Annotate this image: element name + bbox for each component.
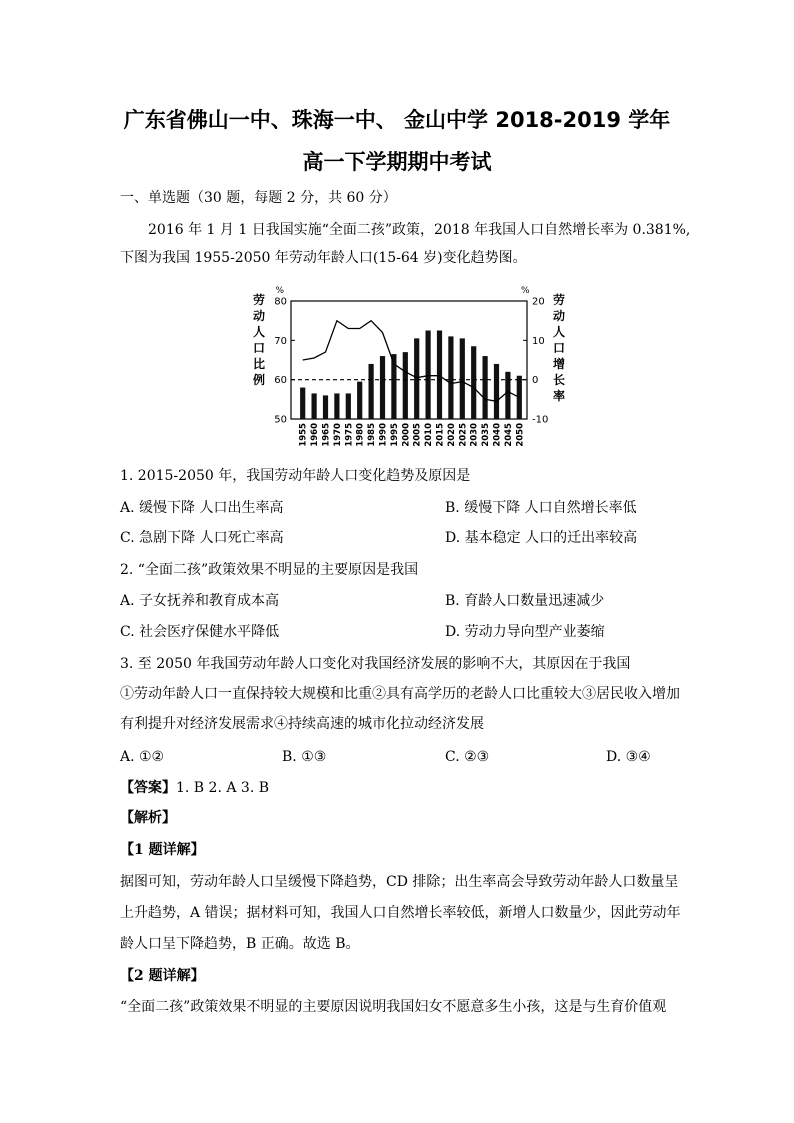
question-1-option-b: B. 缓慢下降 人口自然增长率低 xyxy=(445,500,637,516)
right-axis-label-char: 长 xyxy=(552,373,566,387)
analysis-heading: 【解析】 xyxy=(120,810,176,826)
question-2-option-a: A. 子女抚养和教育成本高 xyxy=(120,593,280,609)
question-1-stem: 1. 2015-2050 年，我国劳动年龄人口变化趋势及原因是 xyxy=(120,468,471,484)
bar-1980 xyxy=(357,382,362,419)
x-tick-label-1960: 1960 xyxy=(310,423,321,447)
right-tick-label-0: 0 xyxy=(532,375,539,387)
x-tick-label-2020: 2020 xyxy=(446,423,457,447)
document-title-line1: 广东省佛山一中、珠海一中、 金山中学 2018-2019 学年 xyxy=(123,108,671,132)
x-tick-label-2040: 2040 xyxy=(492,423,503,447)
answer-label: 【答案】 xyxy=(120,780,176,796)
answer-line xyxy=(120,778,269,798)
bar-1985 xyxy=(369,364,374,419)
bar-2000 xyxy=(403,352,408,419)
question-3-option-c: C. ②③ xyxy=(445,749,490,765)
left-tick-label-60: 60 xyxy=(274,375,287,387)
right-tick-label-10: 10 xyxy=(532,335,545,347)
question-1-option-c: C. 急剧下降 人口死亡率高 xyxy=(120,530,284,546)
x-tick-label-2000: 2000 xyxy=(401,423,412,447)
document-title-line2: 高一下学期期中考试 xyxy=(302,150,492,174)
left-tick-label-50: 50 xyxy=(274,414,287,426)
right-axis-label-char: 口 xyxy=(552,341,566,355)
x-tick-label-1980: 1980 xyxy=(355,423,366,447)
left-axis-label-char: 人 xyxy=(252,325,266,339)
bar-2045 xyxy=(505,372,510,419)
left-axis-label-char: 劳 xyxy=(252,293,266,307)
q1-detail-heading: 【1 题详解】 xyxy=(120,842,205,858)
bar-2040 xyxy=(494,364,499,419)
x-tick-label-2015: 2015 xyxy=(435,423,446,447)
q2-detail-line-1: “全面二孩”政策效果不明显的主要原因说明我国妇女不愿意多生小孩，这是与生育价值观 xyxy=(120,999,667,1015)
right-tick-label--10: -10 xyxy=(532,414,549,426)
bar-2030 xyxy=(471,346,476,419)
bar-1975 xyxy=(346,393,351,419)
question-2-option-d: D. 劳动力导向型产业萎缩 xyxy=(445,624,605,640)
intro-line-1: 2016 年 1 月 1 日我国实施“全面二孩”政策，2018 年我国人口自然增长率为 0.381%, xyxy=(148,222,691,238)
question-1-option-d: D. 基本稳定 人口的迁出率较高 xyxy=(445,530,638,546)
bar-2025 xyxy=(460,338,465,419)
x-tick-label-2025: 2025 xyxy=(458,423,469,447)
bar-1990 xyxy=(380,356,385,419)
x-tick-label-1985: 1985 xyxy=(367,423,378,447)
question-3-option-b: B. ①③ xyxy=(282,749,327,765)
x-tick-label-1970: 1970 xyxy=(332,423,343,447)
x-tick-label-2035: 2035 xyxy=(481,423,492,447)
left-axis-label-char: 比 xyxy=(252,357,266,371)
intro-line-2: 下图为我国 1955-2050 年劳动年龄人口(15-64 岁)变化趋势图。 xyxy=(120,250,527,266)
x-tick-label-2005: 2005 xyxy=(412,423,423,447)
question-2-option-b: B. 育龄人口数量迅速减少 xyxy=(445,593,605,609)
right-axis-label-char: 率 xyxy=(552,389,566,403)
answer-text: 1. B 2. A 3. B xyxy=(176,780,270,796)
x-tick-label-1965: 1965 xyxy=(321,423,332,447)
x-tick-label-2050: 2050 xyxy=(515,423,526,447)
left-unit-label: % xyxy=(275,286,284,296)
bar-2005 xyxy=(414,338,419,419)
q2-detail-heading: 【2 题详解】 xyxy=(120,968,205,984)
right-unit-label: % xyxy=(521,286,530,296)
x-tick-label-2045: 2045 xyxy=(503,423,514,447)
right-axis-label-char: 人 xyxy=(552,325,566,339)
left-tick-label-80: 80 xyxy=(274,296,287,308)
q1-detail-line-2: 上升趋势，A 错误；据材料可知，我国人口自然增长率较低，新增人口数量少，因此劳动年 xyxy=(120,905,681,921)
question-1-option-a: A. 缓慢下降 人口出生率高 xyxy=(120,500,284,516)
right-tick-label-20: 20 xyxy=(532,296,545,308)
q1-detail-line-3: 龄人口呈下降趋势，B 正确。故选 B。 xyxy=(120,936,360,952)
right-axis-label-char: 增 xyxy=(552,357,566,371)
question-3-option-d: D. ③④ xyxy=(606,749,651,765)
question-3-stem-line2: ①劳动年龄人口一直保持较大规模和比重②具有高学历的老龄人口比重较大③居民收入增加 xyxy=(120,686,680,702)
left-axis-label-char: 例 xyxy=(252,373,266,387)
bar-1955 xyxy=(300,388,305,419)
x-tick-label-2030: 2030 xyxy=(469,423,480,447)
bar-1965 xyxy=(323,395,328,419)
bar-2020 xyxy=(448,336,453,419)
bar-2015 xyxy=(437,331,442,420)
bar-2010 xyxy=(426,331,431,420)
x-tick-label-1955: 1955 xyxy=(298,423,309,447)
bar-1960 xyxy=(312,393,317,419)
section-heading: 一、单选题（30 题，每题 2 分，共 60 分） xyxy=(120,190,397,206)
bar-1970 xyxy=(334,393,339,419)
question-3-stem-line3: 有利提升对经济发展需求④持续高速的城市化拉动经济发展 xyxy=(120,716,484,732)
labor-population-chart xyxy=(240,278,570,453)
x-tick-label-2010: 2010 xyxy=(424,423,435,447)
question-2-stem: 2. “全面二孩”政策效果不明显的主要原因是我国 xyxy=(120,562,419,578)
question-3-option-a: A. ①② xyxy=(120,749,165,765)
left-axis-label-char: 动 xyxy=(252,309,266,323)
right-axis-label-char: 动 xyxy=(552,309,566,323)
bar-2035 xyxy=(483,356,488,419)
left-tick-label-70: 70 xyxy=(274,335,287,347)
left-axis-label-char: 口 xyxy=(252,341,266,355)
question-3-stem: 3. 至 2050 年我国劳动年龄人口变化对我国经济发展的影响不大，其原因在于我国 xyxy=(120,656,631,672)
question-2-option-c: C. 社会医疗保健水平降低 xyxy=(120,624,280,640)
x-tick-label-1995: 1995 xyxy=(389,423,400,447)
q1-detail-line-1: 据图可知，劳动年龄人口呈缓慢下降趋势，CD 排除；出生率高会导致劳动年龄人口数量呈 xyxy=(120,874,679,890)
x-tick-label-1975: 1975 xyxy=(344,423,355,447)
x-tick-label-1990: 1990 xyxy=(378,423,389,447)
right-axis-label-char: 劳 xyxy=(552,293,566,307)
